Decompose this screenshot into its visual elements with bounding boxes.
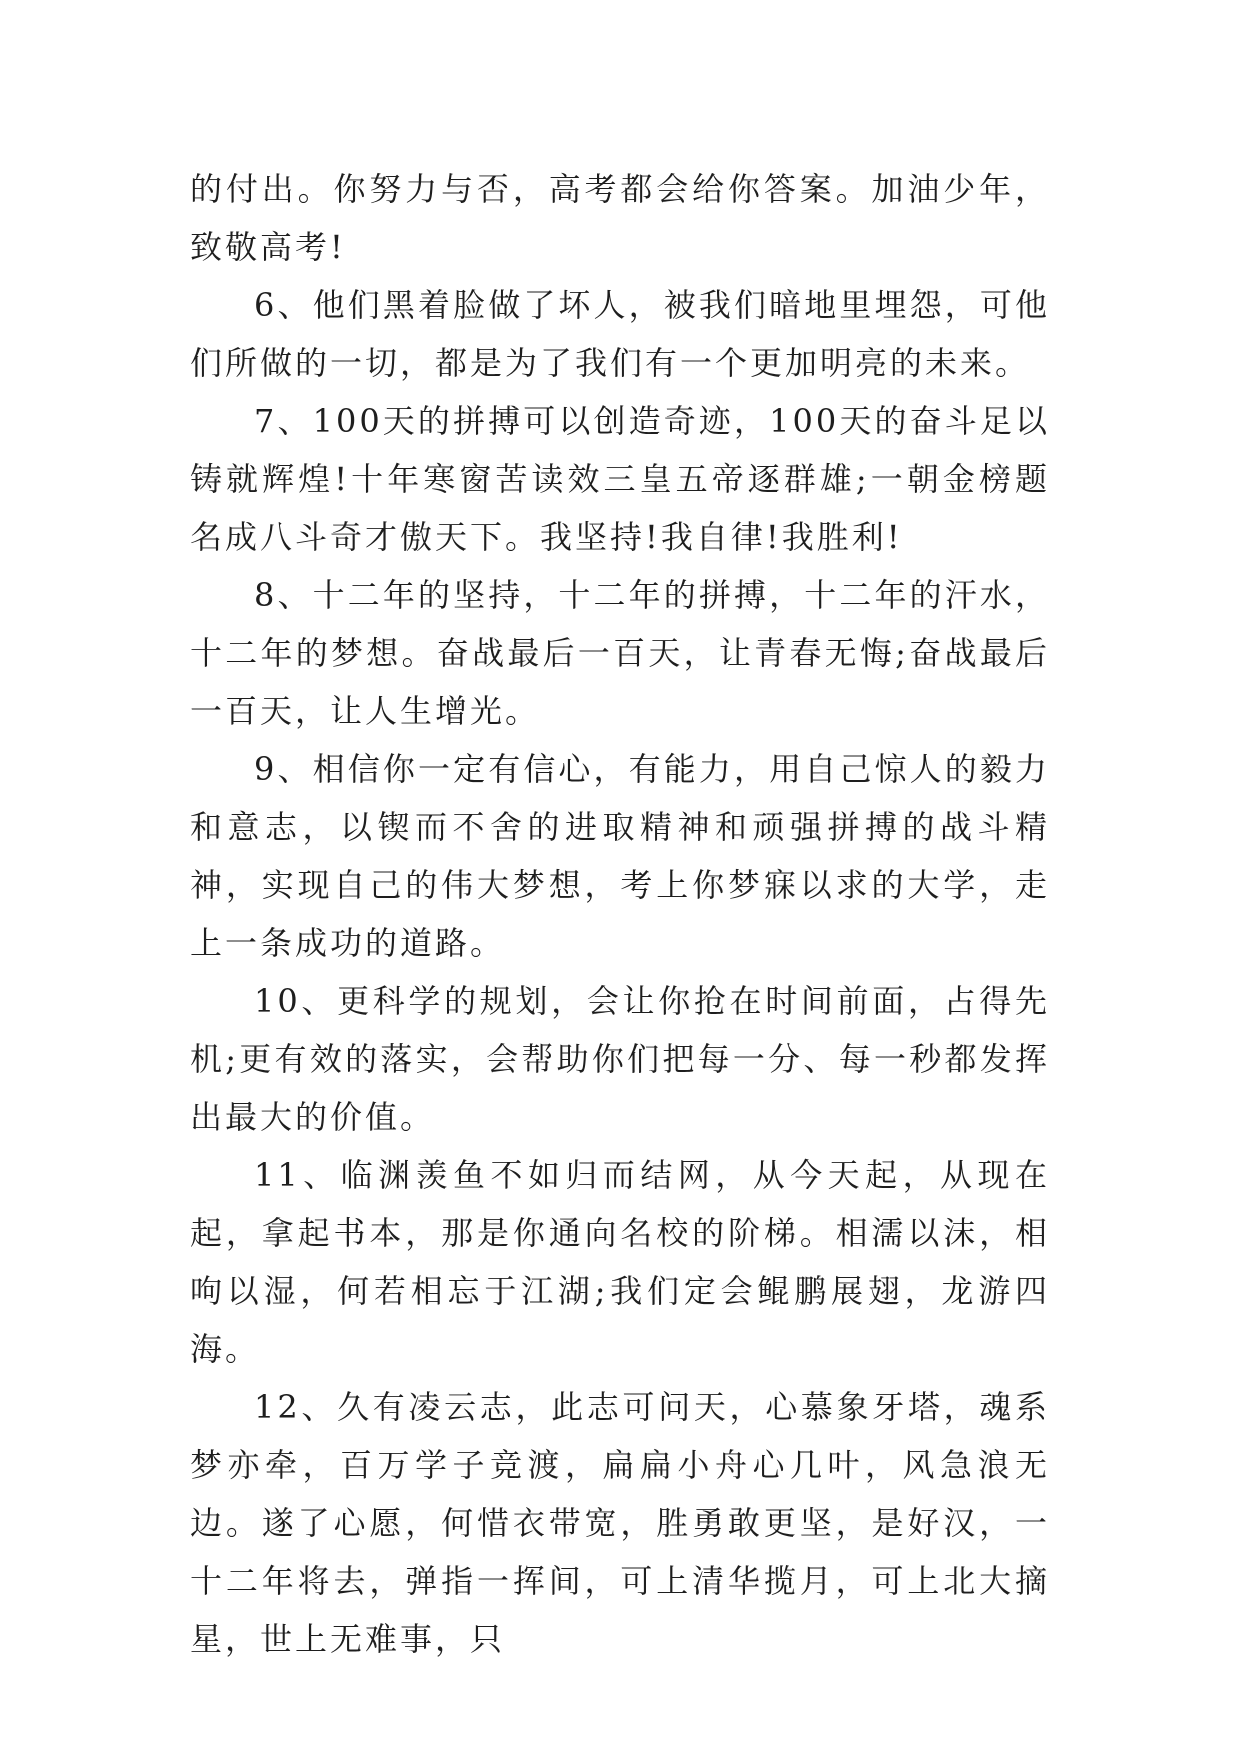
paragraph-item-12: 12、久有凌云志，此志可问天，心慕象牙塔，魂系梦亦牵，百万学子竞渡，扁扁小舟心几叶，风急浪无边。遂了心愿，何惜衣带宽，胜勇敢更坚，是好汉，一十二年将去，弹指一挥间，可上清华揽月，可上北大摘星，世上无难事，只 <box>190 1388 1050 1658</box>
paragraph-item-10: 10、更科学的规划，会让你抢在时间前面，占得先机;更有效的落实，会帮助你们把每一分、每一秒都发挥出最大的价值。 <box>190 982 1050 1136</box>
document-body <box>190 160 1050 1668</box>
paragraph-item-8: 8、十二年的坚持，十二年的拼搏，十二年的汗水，十二年的梦想。奋战最后一百天，让青春无悔;奋战最后一百天，让人生增光。 <box>190 576 1050 730</box>
paragraph-item-6: 6、他们黑着脸做了坏人，被我们暗地里埋怨，可他们所做的一切，都是为了我们有一个更加明亮的未来。 <box>190 286 1050 382</box>
paragraph-item-9: 9、相信你一定有信心，有能力，用自己惊人的毅力和意志，以锲而不舍的进取精神和顽强拼搏的战斗精神，实现自己的伟大梦想，考上你梦寐以求的大学，走上一条成功的道路。 <box>190 750 1050 962</box>
paragraph-item-11: 11、临渊羡鱼不如归而结网，从今天起，从现在起，拿起书本，那是你通向名校的阶梯。相濡以沫，相呴以湿，何若相忘于江湖;我们定会鲲鹏展翅，龙游四海。 <box>190 1156 1050 1368</box>
paragraph-continuation: 的付出。你努力与否，高考都会给你答案。加油少年，致敬高考! <box>190 170 1050 266</box>
paragraph-item-7: 7、100天的拼搏可以创造奇迹，100天的奋斗足以铸就辉煌!十年寒窗苦读效三皇五帝逐群雄;一朝金榜题名成八斗奇才傲天下。我坚持!我自律!我胜利! <box>190 402 1050 556</box>
